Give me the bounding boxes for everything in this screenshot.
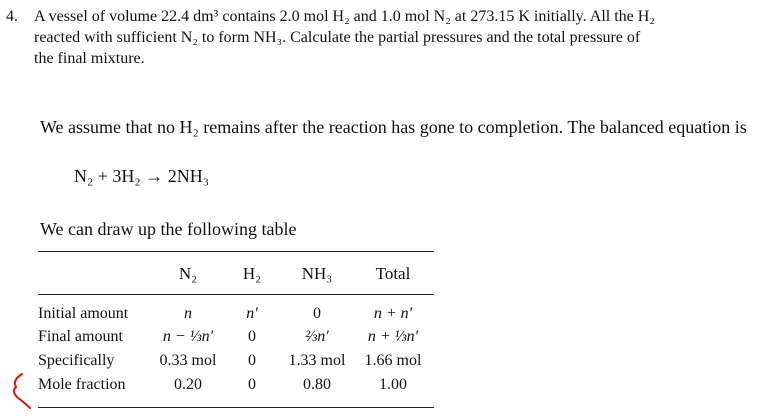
row-label-initial: Initial amount [38,305,129,322]
cell-final-total: n + ⅓n′ [367,328,419,345]
cell-final-nh3: ⅔n′ [305,328,329,345]
cell-molefrac-h2: 0 [248,376,256,393]
problem-line-3: the final mixture. [34,50,145,67]
header-total: Total [375,264,411,283]
cell-specific-total: 1.66 mol [364,352,422,369]
header-n2: N₂ [178,264,198,283]
problem-line-2: reacted with sufficient N₂ to form NH₃. Calculate the partial pressures and the total pressure of [34,29,641,46]
cell-initial-nh3: 0 [313,305,321,322]
cell-final-n2: n − ⅓n′ [162,328,214,345]
cell-specific-h2: 0 [248,352,256,369]
row-label-final: Final amount [38,328,123,345]
cell-molefrac-n2: 0.20 [174,376,202,393]
cell-final-h2: 0 [248,328,256,345]
header-nh3: NH₃ [301,264,333,283]
table-bottom-rule [38,407,434,408]
solution-intro: We assume that no H₂ remains after the reaction has gone to completion. The balanced equation is [40,117,747,137]
cell-initial-n2: n [184,305,192,322]
cell-molefrac-total: 1.00 [379,376,407,393]
cell-molefrac-nh3: 0.80 [303,376,331,393]
balanced-equation: N₂ + 3H₂ → 2NH₃ [74,166,209,186]
cell-specific-nh3: 1.33 mol [288,352,346,369]
problem-line-1: A vessel of volume 22.4 dm³ contains 2.0 mol H₂ and 1.0 mol N₂ at 273.15 K initially. All the H₂ [34,8,655,25]
table-top-rule [38,251,434,252]
cell-specific-n2: 0.33 mol [159,352,217,369]
row-label-specifically: Specifically [38,352,115,369]
cell-initial-h2: n′ [246,305,258,322]
cell-initial-total: n + n′ [373,305,413,322]
table-header-rule [38,294,434,295]
row-label-mole-fraction: Mole fraction [38,376,126,393]
table-intro: We can draw up the following table [40,219,297,239]
problem-number: 4. [6,8,18,25]
red-bracket-mark [10,371,32,411]
header-h2: H₂ [242,264,262,283]
